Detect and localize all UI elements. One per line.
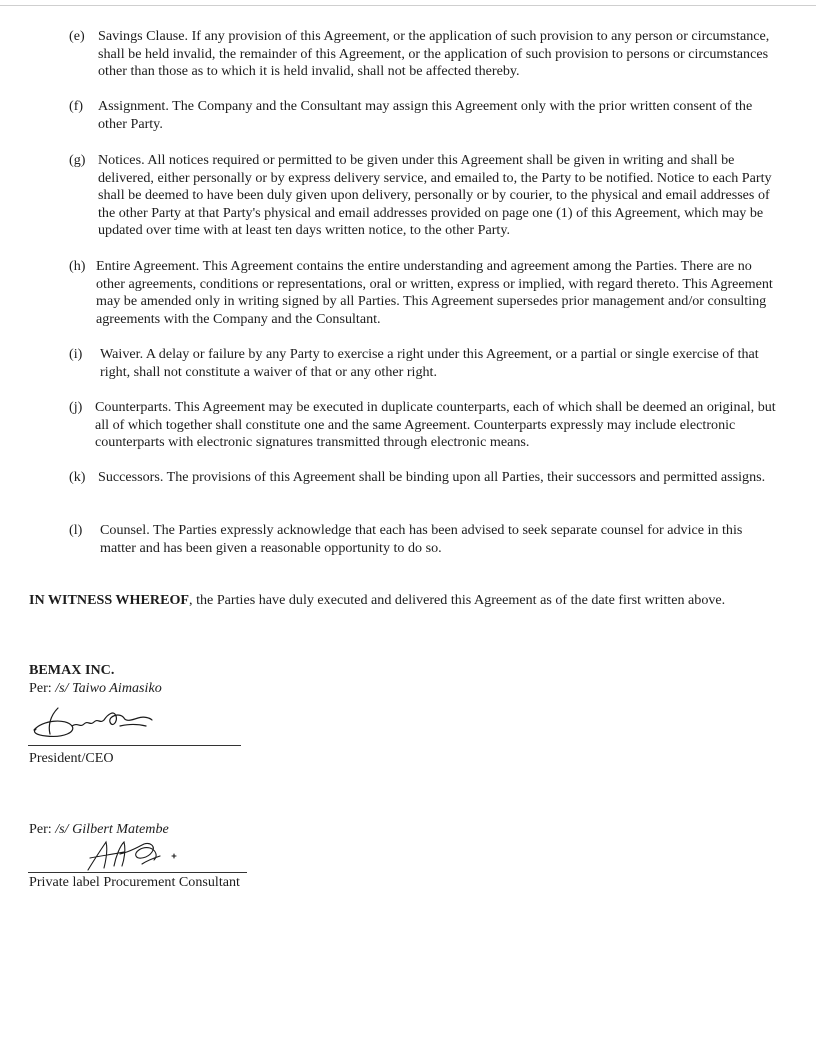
clause-counsel: (l) Counsel. The Parties expressly acknowledge that each has been advised to seek separate counsel for advice in this matter and has been given a reasonable opportunity to do so. <box>69 522 743 556</box>
clause-title: Counterparts <box>95 399 168 415</box>
clause-text: The Parties expressly acknowledge that each has been advised to seek separate counsel for advice in this matter and has been given a reasonable opportunity to do so. <box>100 522 743 556</box>
clause-title: Savings Clause <box>98 28 185 44</box>
witness-text: , the Parties have duly executed and delivered this Agreement as of the date first written above. <box>189 592 726 608</box>
witness-lead: IN WITNESS WHEREOF <box>29 592 190 608</box>
clause-label: (e) <box>69 28 85 44</box>
signatory-1-title: President/CEO <box>29 750 114 766</box>
clause-entire-agreement: (h) Entire Agreement. This Agreement contains the entire understanding and agreement among the Parties. There are no other agreements, conditions or representations, oral or written, express or implied, with regard thereto. This Agreement may be amended only in writing signed by all Parties. This Agreement supersedes prior management and/or consulting agreements with the Company and the Consultant. <box>69 258 773 327</box>
clause-savings: (e) Savings Clause. If any provision of this Agreement, or the application of such provision to any person or circumstance, shall be held invalid, the remainder of this Agreement, or the application of such provision to persons or circumstances other than those as to which it is held invalid, shall not be affected thereby. <box>69 28 770 80</box>
clause-text: If any provision of this Agreement, or the application of such provision to any person or circumstance, shall be held invalid, the remainder of this Agreement, or the application of such provision to persons or circumstances other than those as to which it is held invalid, shall not be affected thereby. <box>98 28 770 80</box>
per-label: Per: <box>29 821 56 837</box>
clause-title: Waiver <box>100 346 140 362</box>
signature-2-line <box>28 872 247 873</box>
clause-label: (k) <box>69 469 86 485</box>
signature-1-line <box>28 745 241 746</box>
clause-label: (j) <box>69 399 83 415</box>
company-name: BEMAX INC. <box>29 662 115 678</box>
clause-label: (i) <box>69 346 83 362</box>
witness-paragraph <box>29 592 769 610</box>
signatory-1-name: /s/ Taiwo Aimasiko <box>55 680 162 696</box>
clause-text: The Company and the Consultant may assign this Agreement only with the prior written consent of the other Party. <box>98 98 753 132</box>
signatory-2-title: Private label Procurement Consultant <box>29 874 240 890</box>
signatory-1-per <box>29 680 162 698</box>
clause-text: All notices required or permitted to be given under this Agreement shall be given in writing and shall be delivered, either personally or by express delivery service, and emailed to, the Party to be notified. Notice to each Party shall be deemed to have been duly given upon delivery, personally or by courier, to the physical and email addresses of the other Party at that Party's physical and email addresses provided on page one (1) of this Agreement, which may be updated over time with at least ten days written notice, to the other Party. <box>98 152 772 239</box>
clause-text: This Agreement may be executed in duplicate counterparts, each of which shall be deemed an original, but all of which together shall constitute one and the same Agreement. Counterparts expressly may include electronic counterparts with electronic signatures transmitted through electronic means. <box>95 399 776 451</box>
clause-title: Counsel <box>100 522 147 538</box>
per-label: Per: <box>29 680 56 696</box>
signature-1-image <box>28 700 158 742</box>
clause-label: (h) <box>69 258 86 274</box>
clause-notices: (g) Notices. All notices required or permitted to be given under this Agreement shall be given in writing and shall be delivered, either personally or by express delivery service, and emailed to, the Party to be notified. Notice to each Party shall be deemed to have been duly given upon delivery, personally or by courier, to the physical and email addresses of the other Party at that Party's physical and email addresses provided on page one (1) of this Agreement, which may be updated over time with at least ten days written notice, to the other Party. <box>69 152 772 239</box>
clause-text: The provisions of this Agreement shall be binding upon all Parties, their successors and permitted assigns. <box>166 469 766 485</box>
clause-label: (f) <box>69 98 84 114</box>
clause-title: Assignment <box>98 98 166 114</box>
page-top-rule <box>0 5 816 6</box>
clause-assignment: (f) Assignment. The Company and the Consultant may assign this Agreement only with the prior written consent of the other Party. <box>69 98 753 132</box>
clause-successors: (k) Successors. The provisions of this Agreement shall be binding upon all Parties, their successors and permitted assigns. <box>69 469 766 485</box>
clause-counterparts: (j) Counterparts. This Agreement may be executed in duplicate counterparts, each of which shall be deemed an original, but all of which together shall constitute one and the same Agreement. Counterparts expressly may include electronic counterparts with electronic signatures transmitted through electronic means. <box>69 399 776 451</box>
clause-text: A delay or failure by any Party to exercise a right under this Agreement, or a partial or single exercise of that right, shall not constitute a waiver of that or any other right. <box>100 346 759 380</box>
clause-text: This Agreement contains the entire understanding and agreement among the Parties. There are no other agreements, conditions or representations, oral or written, express or implied, with regard thereto. This Agreement may be amended only in writing signed by all Parties. This Agreement supersedes prior management and/or consulting agreements with the Company and the Consultant. <box>96 258 773 327</box>
clause-label: (l) <box>69 522 83 538</box>
clause-title: Notices <box>98 152 142 168</box>
clause-label: (g) <box>69 152 86 168</box>
signature-2-image <box>80 836 190 874</box>
clause-waiver: (i) Waiver. A delay or failure by any Party to exercise a right under this Agreement, or a partial or single exercise of that right, shall not constitute a waiver of that or any other right. <box>69 346 759 380</box>
signatory-2-name: /s/ Gilbert Matembe <box>55 821 169 837</box>
clause-title: Entire Agreement <box>96 258 196 274</box>
clause-title: Successors <box>98 469 160 485</box>
